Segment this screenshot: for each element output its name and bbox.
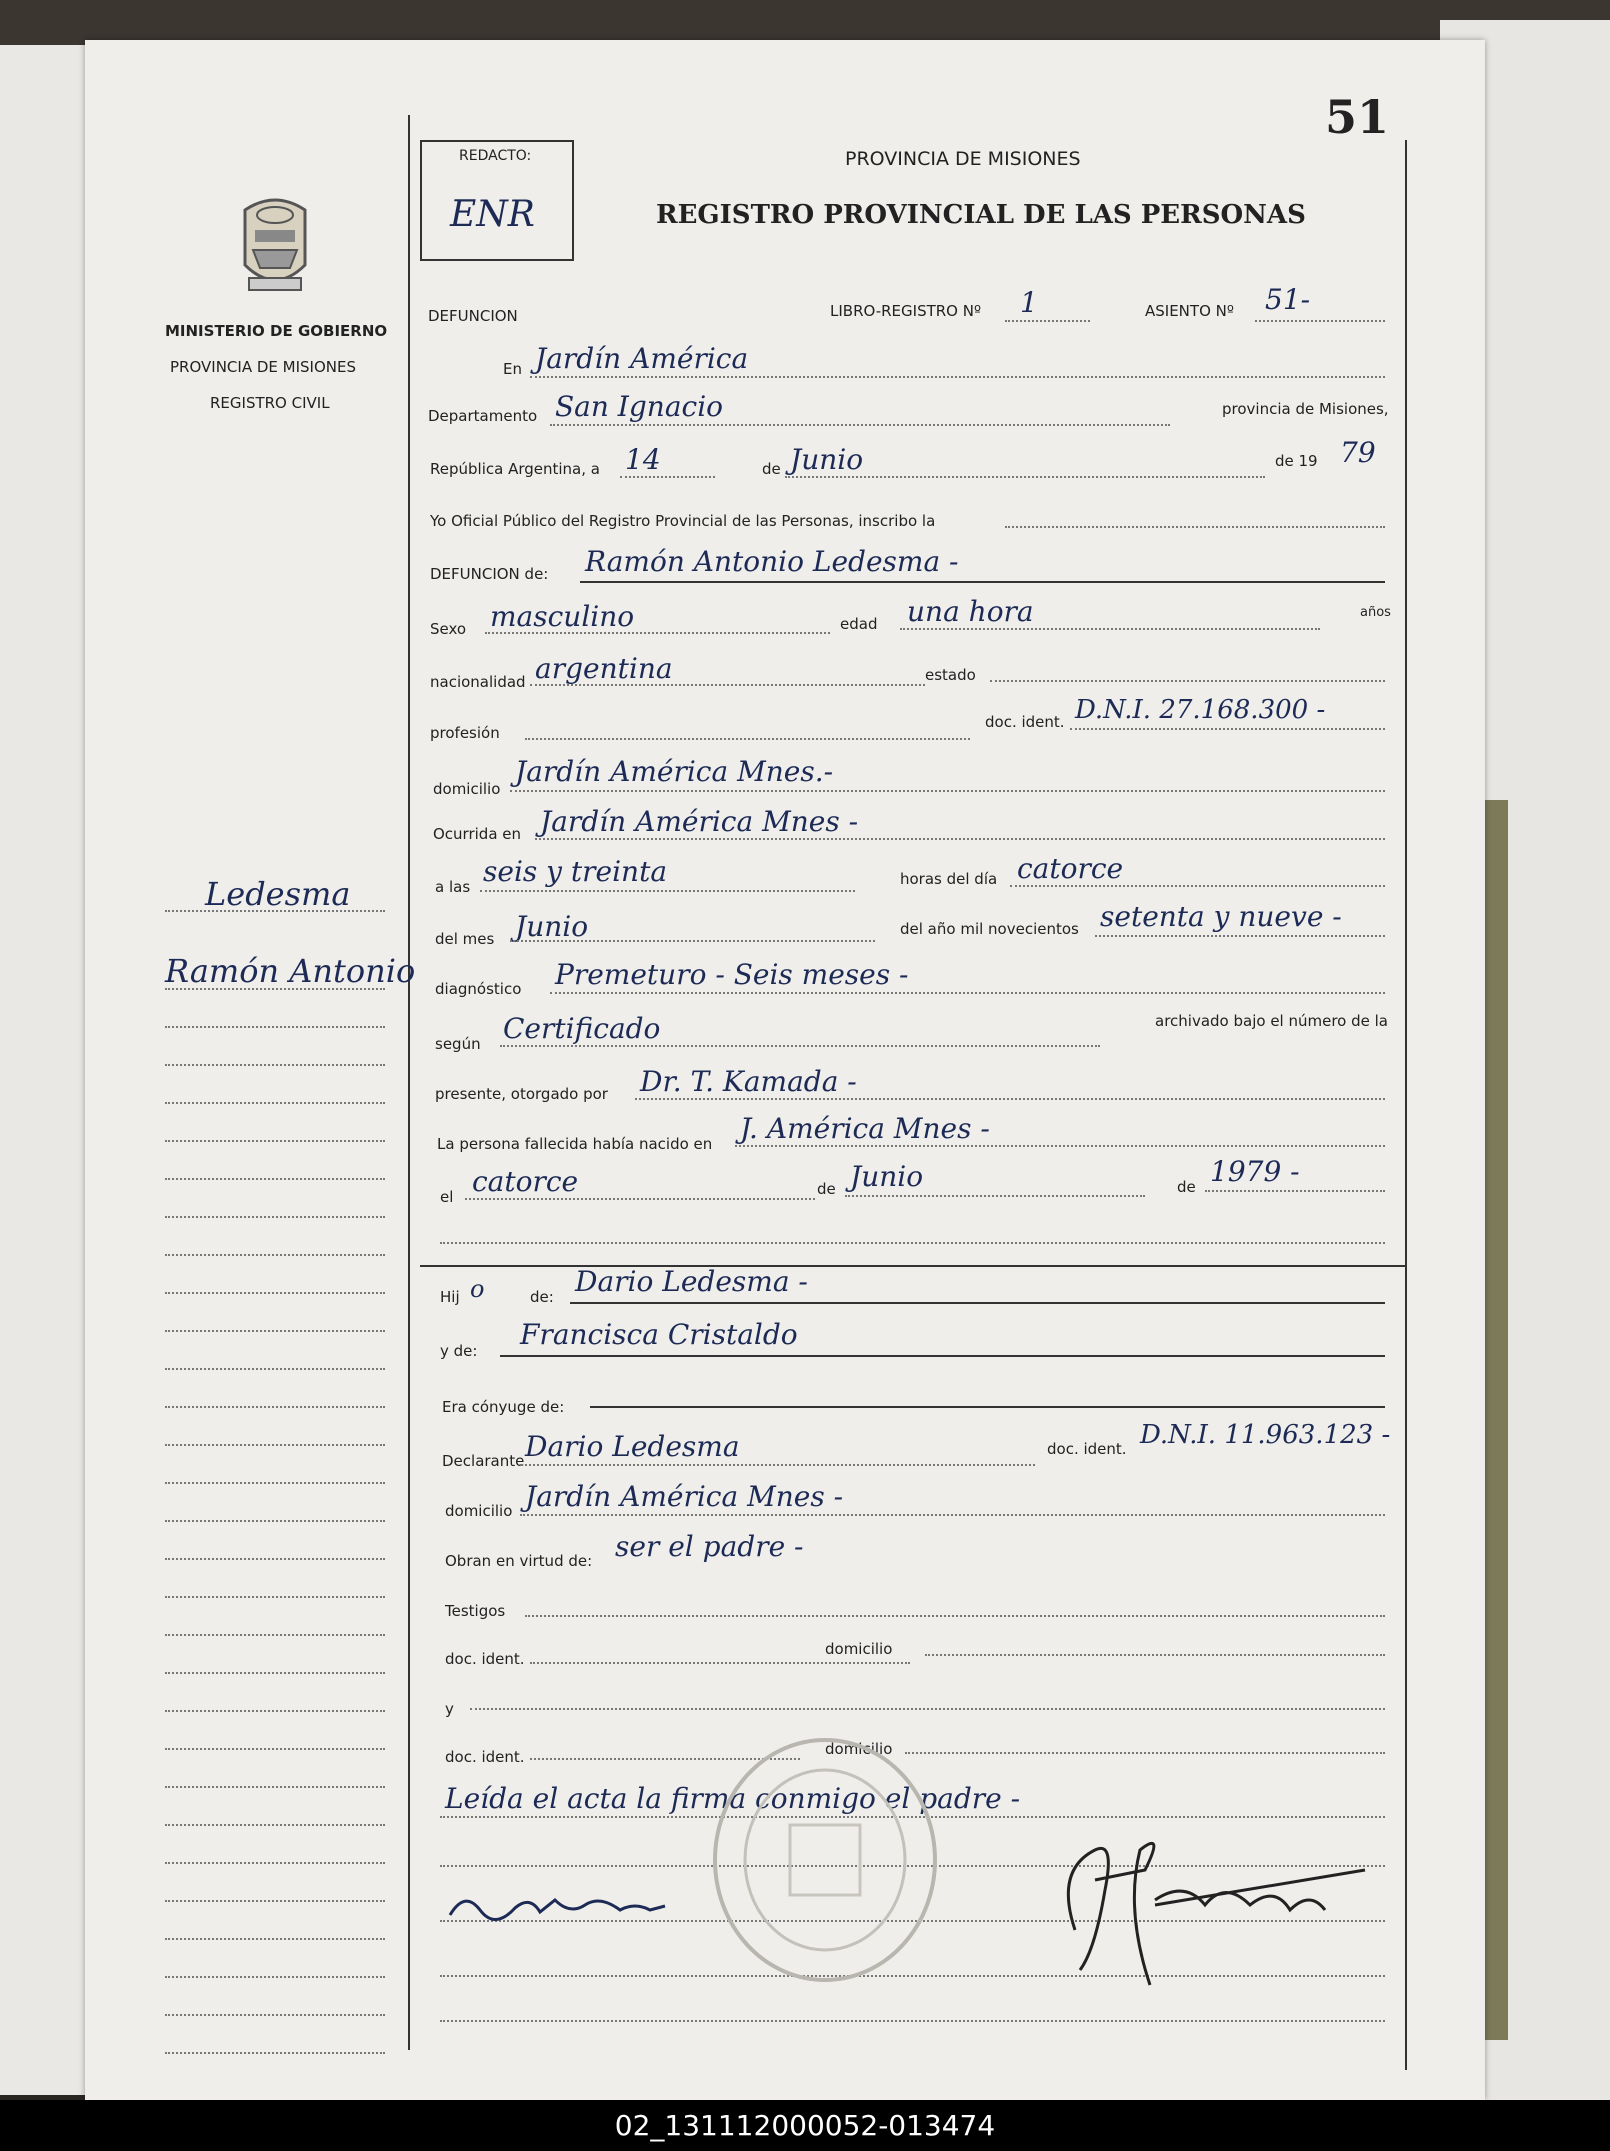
sexo-value: masculino: [490, 600, 635, 633]
margin-line: [165, 1710, 385, 1712]
en-value: Jardín América: [535, 342, 749, 375]
del-mes-label: del mes: [435, 930, 495, 948]
declarant-signature: [445, 1870, 675, 1930]
ocurrida-line: [535, 838, 1385, 840]
day-value: 14: [625, 443, 661, 476]
provincia-text: provincia de Misiones,: [1222, 400, 1389, 418]
decl-domicilio-value: Jardín América Mnes -: [525, 1480, 844, 1513]
margin-line: [165, 1368, 385, 1370]
margin-line: [165, 1862, 385, 1864]
doc-ident-label: doc. ident.: [985, 713, 1065, 731]
decl-domicilio-line: [520, 1514, 1385, 1516]
doc-ident-line: [1070, 728, 1385, 730]
el-line: [465, 1198, 815, 1200]
record-type: DEFUNCION: [428, 307, 518, 325]
margin-line: [165, 1254, 385, 1256]
right-border-line: [1405, 140, 1407, 2070]
mother-line: [500, 1355, 1385, 1357]
diagnostico-label: diagnóstico: [435, 980, 522, 998]
sexo-line: [485, 632, 830, 634]
horas-label: horas del día: [900, 870, 998, 888]
margin-line: [165, 1140, 385, 1142]
nacido-line: [735, 1145, 1385, 1147]
ocurrida-value: Jardín América Mnes -: [540, 805, 859, 838]
margin-line: [165, 1900, 385, 1902]
obran-value: ser el padre -: [615, 1530, 804, 1563]
year-suffix: 79: [1340, 436, 1376, 469]
official-seal-icon: [705, 1730, 945, 1990]
official-signature: [1035, 1810, 1375, 2000]
t2-dom-line: [905, 1752, 1385, 1754]
a-las-value: seis y treinta: [483, 855, 668, 888]
margin-line: [165, 1786, 385, 1788]
margin-line: [165, 1178, 385, 1180]
testigos-label: Testigos: [445, 1602, 506, 1620]
margin-line: [165, 1102, 385, 1104]
margin-line: [165, 1558, 385, 1560]
a-las-line: [480, 890, 855, 892]
mes-value: Junio: [515, 910, 589, 943]
obran-label: Obran en virtud de:: [445, 1552, 593, 1570]
t1-doc-line: [530, 1662, 910, 1664]
ano-value: setenta y nueve -: [1100, 900, 1342, 933]
departamento-value: San Ignacio: [555, 390, 724, 423]
presente-label: presente, otorgado por: [435, 1085, 608, 1103]
republica-label: República Argentina, a: [430, 460, 600, 478]
segun-line: [500, 1045, 1100, 1047]
del-ano-label: del año mil novecientos: [900, 920, 1079, 938]
edad-label: edad: [840, 615, 878, 633]
register-page: [85, 40, 1485, 2100]
nacionalidad-line: [530, 684, 925, 686]
yo-oficial-line: [1005, 526, 1385, 528]
decl-doc-value: D.N.I. 11.963.123 -: [1140, 1420, 1391, 1450]
presente-line: [635, 1098, 1385, 1100]
day-line: [620, 476, 715, 478]
margin-line: [165, 1976, 385, 1978]
margin-line: [165, 1444, 385, 1446]
nac-year-value: 1979 -: [1210, 1155, 1300, 1188]
nac-year-line: [1205, 1190, 1385, 1192]
de-label: de: [762, 460, 781, 478]
diagnostico-value: Premeturo - Seis meses -: [555, 958, 909, 991]
asiento-label: ASIENTO Nº: [1145, 302, 1234, 320]
nac-de-label: de: [817, 1180, 836, 1198]
segun-label: según: [435, 1035, 481, 1053]
nac-month-line: [845, 1195, 1145, 1197]
asiento-value: 51-: [1265, 283, 1311, 316]
a-las-label: a las: [435, 878, 471, 896]
en-label: En: [503, 360, 522, 378]
departamento-label: Departamento: [428, 407, 538, 425]
ocurrida-label: Ocurrida en: [433, 825, 522, 843]
ministry-line-1: MINISTERIO DE GOBIERNO: [165, 322, 388, 340]
libro-line: [1005, 320, 1090, 322]
profesion-label: profesión: [430, 724, 500, 742]
nac-month-value: Junio: [850, 1160, 924, 1193]
t2-doc-label: doc. ident.: [445, 1748, 525, 1766]
closing-text: Leída el acta la firma conmigo el padre -: [445, 1782, 1021, 1815]
decl-domicilio-label: domicilio: [445, 1502, 513, 1520]
mes-line: [510, 940, 875, 942]
archivado-label: archivado bajo el número de la: [1155, 1012, 1388, 1030]
margin-line: [165, 910, 385, 912]
margin-line: [165, 988, 385, 990]
libro-value: 1: [1020, 286, 1038, 319]
conyuge-line: [590, 1406, 1385, 1408]
edad-value: una hora: [907, 595, 1034, 628]
yo-oficial-text: Yo Oficial Público del Registro Provincial de las Personas, inscribo la: [430, 512, 936, 530]
declarante-value: Dario Ledesma: [525, 1430, 740, 1463]
archive-id-bar: 02_131112000052-013474: [0, 2100, 1610, 2151]
margin-line: [165, 1292, 385, 1294]
margin-line: [165, 1406, 385, 1408]
libro-label: LIBRO-REGISTRO Nº: [830, 302, 982, 320]
doc-ident-value: D.N.I. 27.168.300 -: [1075, 695, 1326, 725]
hijo-de-label: de:: [530, 1288, 554, 1306]
el-label: el: [440, 1188, 454, 1206]
ministry-line-3: REGISTRO CIVIL: [210, 394, 330, 412]
conyuge-label: Era cónyuge de:: [442, 1398, 565, 1416]
mother-value: Francisca Cristaldo: [520, 1318, 798, 1351]
province-heading: PROVINCIA DE MISIONES: [845, 148, 1081, 170]
month-line: [785, 476, 1265, 478]
signature-line: [440, 2020, 1385, 2022]
deceased-name: Ramón Antonio Ledesma -: [585, 545, 959, 578]
sexo-label: Sexo: [430, 620, 467, 638]
segun-value: Certificado: [503, 1012, 661, 1045]
nacionalidad-value: argentina: [535, 652, 673, 685]
margin-line: [165, 1064, 385, 1066]
t1-dom-line: [925, 1654, 1385, 1656]
nacionalidad-label: nacionalidad: [430, 673, 526, 691]
redacto-initials: ENR: [450, 194, 535, 235]
domicilio-label: domicilio: [433, 780, 501, 798]
father-line: [570, 1302, 1385, 1304]
margin-line: [165, 1748, 385, 1750]
hijo-suffix: o: [470, 1275, 485, 1303]
diagnostico-line: [550, 992, 1385, 994]
blank-line: [440, 1242, 1385, 1244]
el-value: catorce: [472, 1165, 579, 1198]
month-value: Junio: [790, 443, 864, 476]
y-line: [470, 1708, 1385, 1710]
anos-label: años: [1360, 605, 1391, 620]
decl-doc-label: doc. ident.: [1047, 1440, 1127, 1458]
departamento-line: [550, 424, 1170, 426]
y-de-label: y de:: [440, 1342, 478, 1360]
father-value: Dario Ledesma -: [575, 1265, 808, 1298]
ano-line: [1095, 935, 1385, 937]
margin-divider-line: [408, 115, 410, 2050]
domicilio-value: Jardín América Mnes.-: [515, 755, 834, 788]
t2-dom-label: domicilio: [825, 1740, 893, 1758]
declarante-line: [520, 1464, 1035, 1466]
en-line: [530, 376, 1385, 378]
edad-line: [900, 628, 1320, 630]
margin-line: [165, 1596, 385, 1598]
deceased-name-line: [580, 581, 1385, 583]
margin-line: [165, 2052, 385, 2054]
declarante-label: Declarante: [442, 1452, 525, 1470]
margin-line: [165, 1482, 385, 1484]
margin-line: [165, 1824, 385, 1826]
dia-line: [1010, 885, 1385, 887]
margin-line: [165, 1634, 385, 1636]
estado-label: estado: [925, 666, 976, 684]
testigos-line: [525, 1615, 1385, 1617]
profesion-line: [525, 738, 970, 740]
t1-dom-label: domicilio: [825, 1640, 893, 1658]
hijo-label: Hij: [440, 1288, 460, 1306]
margin-line: [165, 1672, 385, 1674]
margin-line: [165, 1520, 385, 1522]
dia-value: catorce: [1017, 852, 1124, 885]
domicilio-line: [510, 790, 1385, 792]
registry-title: REGISTRO PROVINCIAL DE LAS PERSONAS: [656, 200, 1306, 230]
presente-value: Dr. T. Kamada -: [640, 1065, 857, 1098]
nacido-label: La persona fallecida había nacido en: [437, 1135, 713, 1153]
defuncion-de-label: DEFUNCION de:: [430, 565, 549, 583]
t1-doc-label: doc. ident.: [445, 1650, 525, 1668]
coat-of-arms-icon: [225, 190, 325, 300]
redacto-label: REDACTO:: [459, 148, 532, 164]
asiento-line: [1255, 320, 1385, 322]
section-separator: [420, 1265, 1405, 1267]
margin-line: [165, 2014, 385, 2016]
margin-given-names: Ramón Antonio: [165, 952, 416, 990]
estado-line: [990, 680, 1385, 682]
nac-de2-label: de: [1177, 1178, 1196, 1196]
margin-line: [165, 1330, 385, 1332]
page-number: 51: [1325, 90, 1390, 144]
margin-surname: Ledesma: [205, 875, 351, 913]
redacto-box: [420, 140, 574, 261]
y-label: y: [445, 1700, 454, 1718]
ministry-line-2: PROVINCIA DE MISIONES: [170, 358, 356, 376]
year-prefix: de 19: [1275, 452, 1318, 470]
margin-line: [165, 1938, 385, 1940]
margin-line: [165, 1216, 385, 1218]
margin-line: [165, 1026, 385, 1028]
nacido-value: J. América Mnes -: [740, 1112, 990, 1145]
